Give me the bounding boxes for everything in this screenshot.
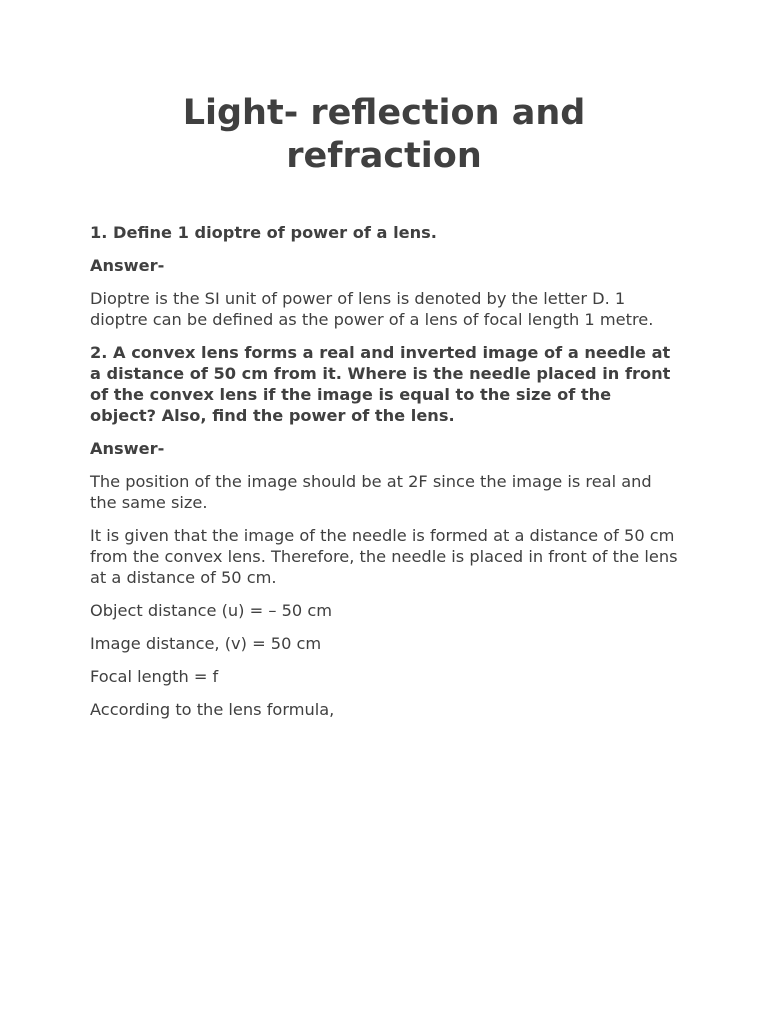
focal-length-line: Focal length = f — [90, 667, 219, 686]
page-title: Light- reflection and refraction — [182, 93, 586, 176]
answer-2-paragraph-1: The position of the image should be at 2F since the image is real and the same size. — [90, 472, 652, 512]
document-body — [90, 222, 680, 732]
question-1: 1. Define 1 dioptre of power of a lens. — [90, 223, 437, 242]
answer-label-2: Answer- — [90, 439, 165, 458]
question-2: 2. A convex lens forms a real and inverted image of a needle at a distance of 50 cm from it. Where is the needle placed in front of the convex lens if the image is equal to the size of the object? Also, find the power of the lens. — [90, 343, 671, 425]
answer-1-text: Dioptre is the SI unit of power of lens is denoted by the letter D. 1 dioptre can be defined as the power of a lens of focal length 1 metre. — [90, 289, 654, 329]
object-distance-line: Object distance (u) = – 50 cm — [90, 601, 332, 620]
answer-label-1: Answer- — [90, 256, 165, 275]
image-distance-line: Image distance, (v) = 50 cm — [90, 634, 322, 653]
answer-2-paragraph-2: It is given that the image of the needle is formed at a distance of 50 cm from the convex lens. Therefore, the needle is placed in front of the lens at a distance of 50 cm. — [90, 526, 678, 587]
lens-formula-line: According to the lens formula, — [90, 700, 335, 719]
